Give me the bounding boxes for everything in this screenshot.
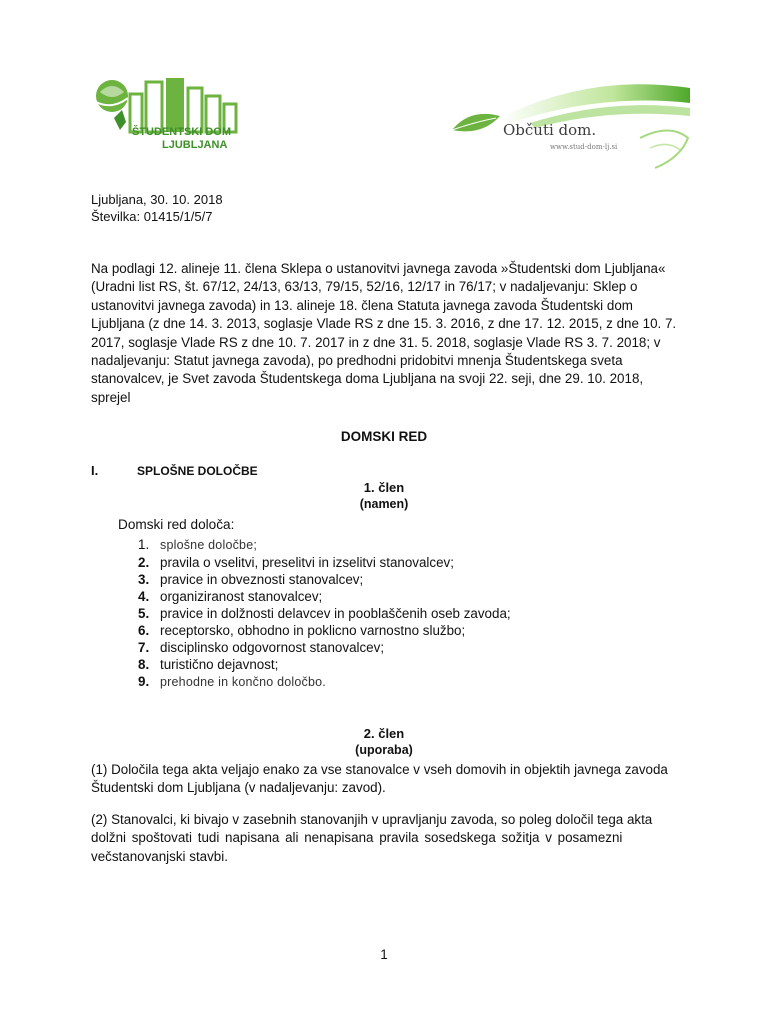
paragraph-line: (1) Določila tega akta veljajo enako za vse stanovalce v vseh domovih in objektih javnega zavoda bbox=[91, 762, 668, 777]
article1-lead: Domski red določa: bbox=[118, 517, 235, 532]
section-numeral: I. bbox=[91, 463, 99, 478]
list-item-text: receptorsko, obhodno in poklicno varnostno službo; bbox=[160, 623, 466, 638]
list-item-text: pravila o vselitvi, preselitvi in izselitvi stanovalcev; bbox=[160, 555, 454, 570]
article1-list bbox=[138, 536, 511, 691]
list-item-number: 3. bbox=[138, 572, 150, 587]
list-item-text: turistično dejavnost; bbox=[160, 657, 279, 672]
document-title: DOMSKI RED bbox=[340, 429, 428, 444]
list-item bbox=[138, 639, 511, 656]
list-item-number: 4. bbox=[138, 589, 150, 604]
logo-text-line2: LJUBLJANA bbox=[162, 139, 228, 151]
list-item bbox=[138, 554, 511, 571]
list-item-text: organiziranost stanovalcev; bbox=[160, 589, 323, 604]
list-item bbox=[138, 571, 511, 588]
article2-paragraph1 bbox=[91, 761, 681, 798]
intro-line: 2017, soglasje Vlade RS z dne 10. 7. 2017 in z dne 31. 5. 2018, soglasje Vlade RS 3. 7. 2018; v bbox=[91, 334, 661, 350]
document-number: Številka: 01415/1/5/7 bbox=[91, 209, 213, 224]
article1-subheading: (namen) bbox=[359, 497, 409, 511]
list-item-number: 8. bbox=[138, 657, 150, 672]
article2-paragraph2 bbox=[91, 811, 681, 866]
intro-line: stanovalcev, je Svet zavoda Študentskega doma Ljubljana na svoji 22. seji, dne 29. 10. 2018, bbox=[91, 371, 644, 387]
article1-heading: 1. člen bbox=[363, 480, 405, 495]
intro-line: (Uradni list RS, št. 67/12, 24/13, 63/13, 79/15, 52/16, 12/17 in 76/17; v nadaljevanju: Sklep o bbox=[91, 279, 638, 295]
list-item-text: pravice in dolžnosti delavcev in pooblaščenih oseb zavoda; bbox=[160, 606, 511, 621]
intro-line: nadaljevanju: Statut javnega zavoda), po predhodni pridobitvi mnenja Študentskega sveta bbox=[91, 353, 623, 369]
intro-paragraph bbox=[91, 260, 681, 407]
list-item-number: 5. bbox=[138, 606, 150, 621]
article2-heading: 2. člen bbox=[363, 726, 405, 741]
intro-line: ustanovitvi javnega zavoda) in 13. alineje 18. člena Statuta javnega zavoda Študentski dom bbox=[91, 297, 633, 313]
article2-subheading: (uporaba) bbox=[355, 743, 413, 757]
list-item bbox=[138, 536, 511, 554]
list-item-number: 2. bbox=[138, 555, 150, 570]
list-item-number: 6. bbox=[138, 623, 150, 638]
list-item-number: 1. bbox=[138, 537, 150, 552]
list-item bbox=[138, 673, 511, 691]
student-dorm-logo bbox=[92, 74, 254, 158]
place-date: Ljubljana, 30. 10. 2018 bbox=[91, 192, 223, 207]
logo-text-line1: ŠTUDENTSKI DOM bbox=[132, 126, 231, 138]
list-item bbox=[138, 605, 511, 622]
paragraph-line: večstanovanjski stavbi. bbox=[91, 848, 228, 864]
paragraph-line: Študentski dom Ljubljana (v nadaljevanju: zavod). bbox=[91, 780, 386, 796]
page-number: 1 bbox=[380, 947, 388, 962]
website-url: www.stud-dom-lj.si bbox=[550, 143, 618, 151]
slogan: Občuti dom. bbox=[503, 121, 597, 139]
intro-line: sprejel bbox=[91, 389, 131, 405]
list-item-number: 9. bbox=[138, 674, 150, 689]
intro-line: Na podlagi 12. alineje 11. člena Sklepa o ustanovitvi javnega zavoda »Študentski dom Ljubljana« bbox=[91, 261, 666, 276]
list-item-text: splošne določbe; bbox=[160, 538, 258, 552]
list-item bbox=[138, 656, 511, 673]
section-title: SPLOŠNE DOLOČBE bbox=[137, 464, 258, 478]
paragraph-line: (2) Stanovalci, ki bivajo v zasebnih stanovanjih v upravljanju zavoda, so poleg določil tega akta bbox=[91, 812, 653, 827]
list-item-number: 7. bbox=[138, 640, 150, 655]
list-item-text: pravice in obveznosti stanovalcev; bbox=[160, 572, 364, 587]
list-item-text: disciplinsko odgovornost stanovalcev; bbox=[160, 640, 385, 655]
list-item-text: prehodne in končno določbo. bbox=[160, 675, 326, 689]
intro-line: Ljubljana (z dne 14. 3. 2013, soglasje Vlade RS z dne 15. 3. 2016, z dne 17. 12. 2015, z dne 10. 7. bbox=[91, 316, 677, 332]
list-item bbox=[138, 588, 511, 605]
list-item bbox=[138, 622, 511, 639]
paragraph-line: dolžni spoštovati tudi napisana ali nenapisana pravila sosedskega sožitja v posamezni bbox=[91, 830, 623, 846]
